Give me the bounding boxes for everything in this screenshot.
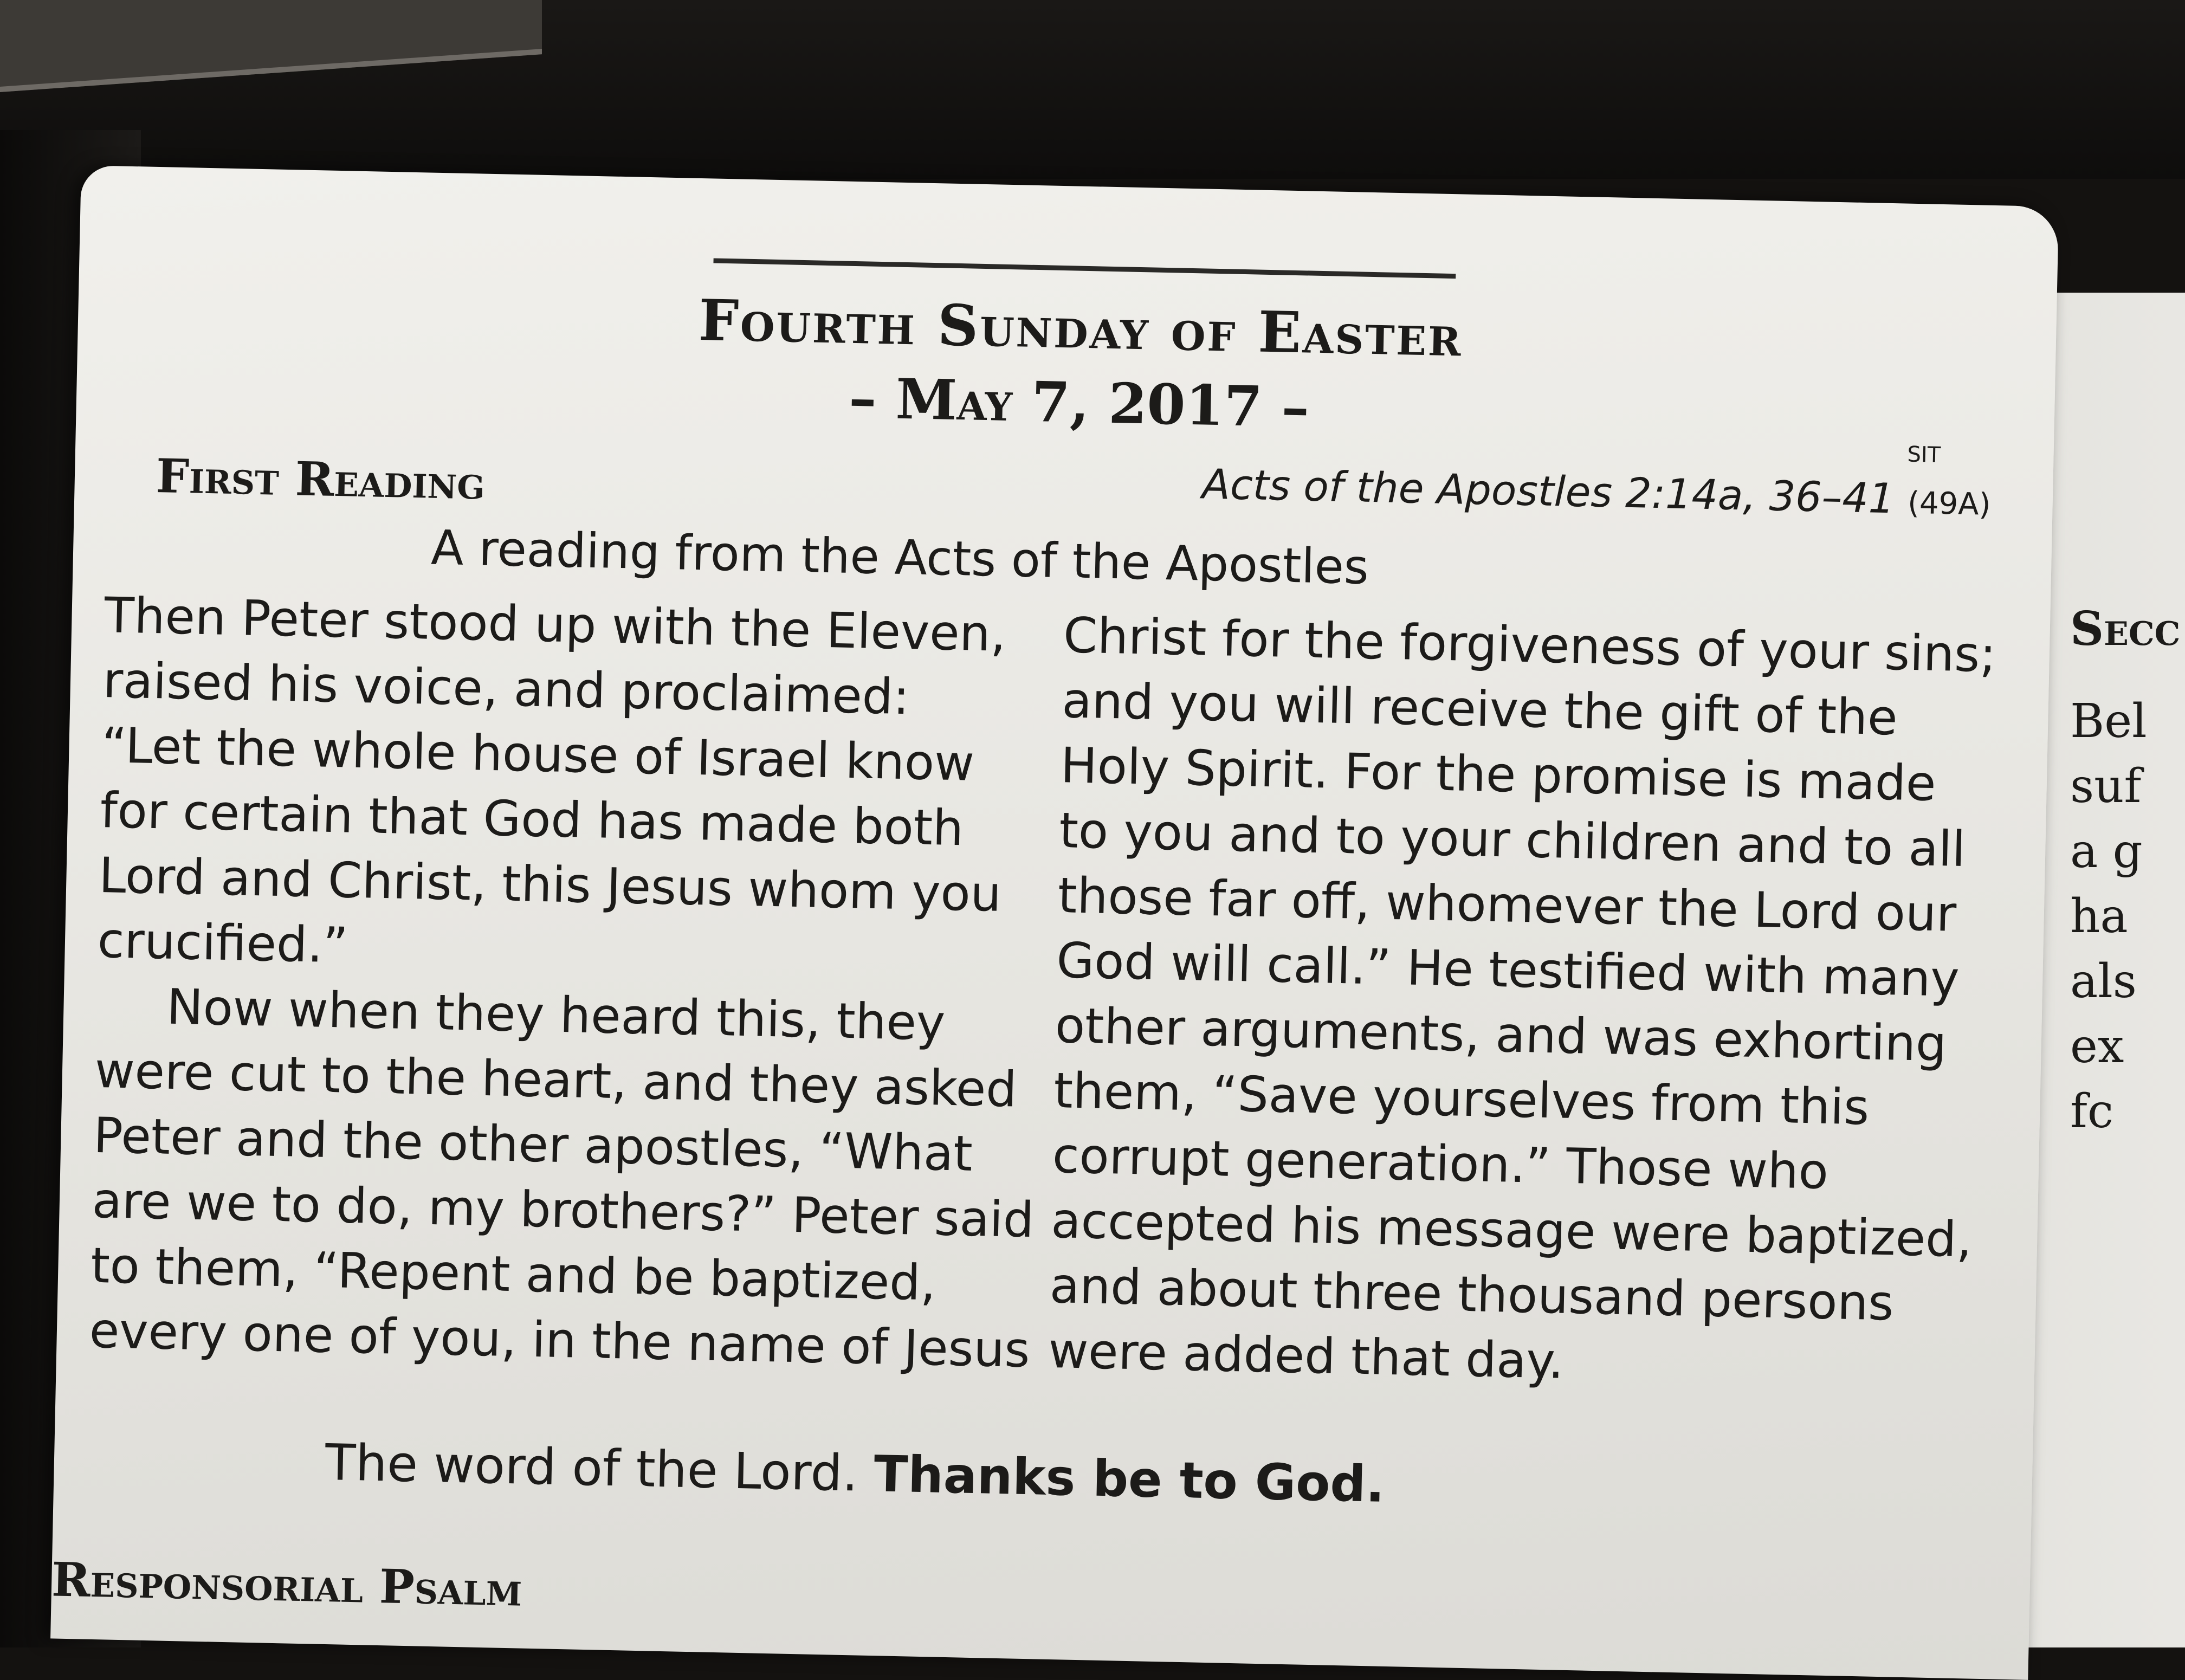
responsorial-psalm-heading: Responsorial Psalm [51, 1552, 523, 1617]
closing-versicle: The word of the Lord. [324, 1433, 859, 1503]
reading-line: Christ for the forgiveness of your sins; [1063, 607, 1997, 684]
page-title: Fourth Sunday of Easter [697, 286, 1464, 370]
citation-number: (49A) [1907, 485, 1992, 522]
reading-line: Lord and Christ, this Jesus whom you [98, 847, 1002, 923]
reading-line: to them, “Repent and be baptized, [90, 1237, 937, 1312]
reading-line: and you will receive the gift of the [1061, 672, 1898, 747]
reading-line: raised his voice, and proclaimed: [102, 652, 910, 726]
closing-response: Thanks be to God. [873, 1445, 1386, 1514]
reading-line: God will call.” He testified with many [1056, 932, 1960, 1008]
reading-intro: A reading from the Acts of the Apostles [430, 519, 1369, 595]
right-page-text [2070, 602, 2180, 1149]
right-page-fragment: als [2070, 954, 2137, 1009]
reading-line: are we to do, my brothers?” Peter said [91, 1172, 1035, 1249]
reading-left-column [89, 583, 1037, 1383]
reading-line: were cut to the heart, and they asked [94, 1042, 1018, 1119]
reading-line: other arguments, and was exhorting [1055, 997, 1948, 1073]
reading-line: Then Peter stood up with the Eleven, [104, 587, 1007, 663]
reading-line: were added that day. [1048, 1322, 1565, 1390]
reading-line: and about three thousand persons [1049, 1257, 1895, 1332]
right-page-fragment: suf [2070, 759, 2142, 813]
reading-line: for certain that God has made both [99, 782, 965, 857]
reading-line: Now when they heard this, they [166, 978, 946, 1052]
page-date: – May 7, 2017 – [848, 365, 1310, 441]
right-page-fragment: fc [2070, 1084, 2113, 1139]
reading-line: accepted his message were baptized, [1050, 1192, 1973, 1269]
right-page-fragment: ex [2070, 1019, 2124, 1074]
reading-line: those far off, whomever the Lord our [1057, 867, 1957, 943]
reading-line: Holy Spirit. For the promise is made [1060, 737, 1937, 812]
reading-right-column [1048, 603, 2039, 1404]
first-reading-heading: First Reading [155, 449, 486, 511]
reading-line: every one of you, in the name of Jesus [88, 1302, 1031, 1379]
closing-acclamation [325, 1433, 1386, 1514]
reading-line: “Let the whole house of Israel know [101, 717, 975, 792]
reading-line: corrupt generation.” Those who [1052, 1127, 1829, 1200]
scripture-citation [1201, 460, 1991, 524]
second-reading-heading-fragment: Secc [2070, 602, 2181, 656]
citation-text: Acts of the Apostles 2:14a, 36–41 [1201, 460, 1896, 523]
right-page-fragment: Bel [2070, 694, 2147, 748]
header-rule [713, 258, 1456, 279]
right-page-fragment: a g [2070, 824, 2143, 878]
reading-line: to you and to your children and to all [1058, 802, 1966, 878]
right-page-fragment: ha [2070, 889, 2128, 944]
reading-line: Peter and the other apostles, “What [93, 1107, 973, 1183]
reading-line: crucified.” [96, 912, 349, 974]
posture-instruction: SIT [1907, 442, 1941, 468]
reading-line: them, “Save yourselves from this [1053, 1062, 1870, 1136]
missalette-page-content [50, 165, 2059, 1680]
